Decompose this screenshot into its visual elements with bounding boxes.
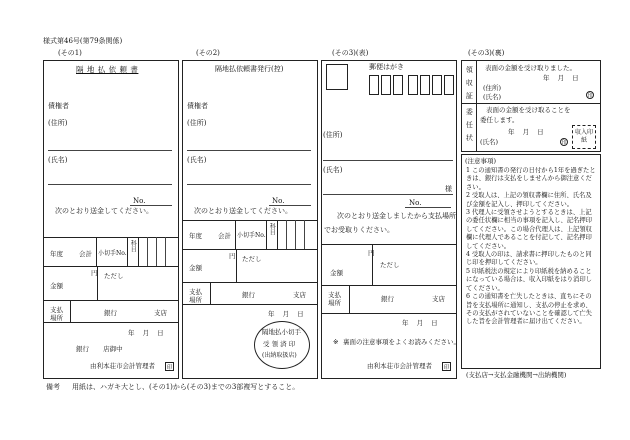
postal-code-box-2 — [381, 75, 391, 95]
receipt-address: (住所) — [483, 84, 502, 92]
part1-address-line — [48, 150, 172, 151]
notes-title: (注意事項) — [465, 157, 497, 165]
part1-subject: 科目 — [129, 240, 137, 252]
part3-tadashi: ただし — [380, 261, 400, 269]
part1-bank: 銀行 — [104, 309, 117, 317]
notes-list — [466, 167, 597, 367]
part2-no: No. — [272, 197, 285, 205]
part1-manager: 由利本荘市会計管理者 — [90, 362, 155, 370]
part3-date: 年 月 日 — [402, 319, 438, 327]
part2-year: 年度 — [189, 232, 202, 240]
part3-notice-mark: ※ — [333, 338, 339, 346]
part1-date: 年 月 日 — [128, 329, 164, 337]
note-2: 2 受取人は、上記の領収書欄に住所、氏名及び金額を記入し、押印してください。 — [466, 192, 592, 208]
note-3: 3 代理人に受領させようとするときは、上記の委任状欄に相当の事項を記入し、記名押印してください。この場合代理人は、上記領収欄に代理人であることを付記して、記名押印してください。 — [466, 209, 592, 250]
part3-request-2: でお受取りください。 — [324, 226, 394, 234]
part1-check-no: 小切手No. — [98, 250, 127, 257]
part1-title: 隔 地 払 依 頼 書 — [76, 65, 139, 74]
part1-yen: 円 — [91, 269, 98, 277]
postal-code-box-4 — [408, 75, 418, 95]
receipt-seal: 印 — [587, 92, 593, 99]
part1-payment-place: 支払場所 — [50, 306, 63, 322]
part2-account: 会計 — [218, 232, 231, 240]
part1-tadashi: ただし — [104, 272, 124, 280]
part2-branch: 支店 — [293, 291, 306, 299]
part1-request: 次のとおり送金してください。 — [55, 207, 153, 215]
part1-creditor: 債権者 — [48, 102, 69, 110]
postal-code-box-1 — [369, 75, 379, 95]
part2-date: 年 月 日 — [268, 310, 304, 318]
part2-yen: 円 — [229, 252, 236, 260]
part2-tadashi: ただし — [242, 255, 262, 263]
part2-creditor: 債権者 — [187, 102, 208, 110]
part2-amount: 金額 — [189, 264, 202, 272]
part3-request-1: 次のとおり送金しましたから支払場所 — [337, 212, 456, 220]
postal-code-box-5 — [420, 75, 430, 95]
postcard-title: 郵便はがき — [369, 63, 404, 71]
part2-payment-place: 支払場所 — [189, 288, 202, 304]
part1-seal: 印 — [165, 362, 174, 371]
postal-code-box-6 — [432, 75, 442, 95]
part1-address-label: (住所) — [48, 119, 68, 127]
part2-stamp-line3: (出納取扱店) — [262, 352, 297, 359]
form-number: 様式第46号(第79条関係) — [43, 37, 123, 45]
part3-notice: 裏面の注意事項をよくお読みください。 — [343, 338, 460, 346]
delegation-label: 委任状 — [465, 108, 474, 147]
note-6: 6 この通知書を亡失したときは、直ちにその旨を支払場所に通知し、支払の停止を求め、その支払がされていないことを確認して亡失した旨を会計管理者に届け出てください。 — [466, 293, 592, 326]
postal-code-box-3 — [393, 75, 403, 95]
part3-address-label: (住所) — [323, 131, 343, 139]
part3-seal: 印 — [442, 362, 451, 371]
part1-name-label: (氏名) — [48, 156, 68, 164]
revenue-stamp-box: 収入印紙 — [572, 125, 596, 149]
delegation-seal: 印 — [561, 139, 567, 146]
part1-label: (その1) — [58, 49, 82, 57]
part3-payment-place: 支払場所 — [328, 291, 341, 307]
part2-check-no: 小切手No. — [237, 232, 266, 239]
part1-table-top — [43, 237, 179, 238]
part2-name-label: (氏名) — [187, 156, 207, 164]
part2-stamp-line2: 受 領 済 印 — [263, 340, 296, 348]
part3-name-label: (氏名) — [323, 166, 343, 174]
part3-front-label: (その3)(表) — [332, 49, 369, 57]
postage-stamp-box — [326, 64, 348, 90]
part3-back-label: (その3)(裏) — [468, 49, 505, 57]
part1-amount: 金額 — [50, 282, 63, 290]
part3-no: No. — [409, 199, 422, 207]
part1-branch: 支店 — [154, 309, 167, 317]
delegation-name: (氏名) — [480, 138, 499, 146]
note-4: 4 受取人の印は、請求書に押印したものと同じ印を押印してください。 — [466, 251, 592, 267]
part3-bank: 銀行 — [381, 295, 394, 303]
part1-bank-to: 銀行 店御中 — [76, 345, 123, 353]
footer-text: 用紙は、ハガキ大とし、(その1)から(その3)までの3部複写とすること。 — [72, 383, 300, 391]
part3-amount: 金額 — [330, 269, 343, 277]
part1-no-line — [130, 205, 172, 206]
note-1: 1 この通知書の発行の日付から1年を過ぎたときは、銀行は支払をしませんから御注意ください。 — [466, 167, 596, 191]
part2-address-label: (住所) — [187, 119, 207, 127]
receipt-label: 領収証 — [465, 66, 474, 105]
part3-branch: 支店 — [432, 295, 445, 303]
postal-code-box-7 — [444, 75, 454, 95]
delegation-text-2: 委任します。 — [480, 116, 519, 124]
part2-stamp-line1: 隔地払小切手 — [262, 328, 301, 336]
route-text: (支払店→支払金融機関→出納機関) — [466, 371, 567, 379]
part1-no: No. — [133, 197, 146, 205]
part2-request: 次のとおり送金してください。 — [194, 207, 292, 215]
part3-manager: 由利本荘市会計管理者 — [367, 362, 432, 370]
part1-name-line — [48, 184, 172, 185]
part3-yen: 円 — [368, 249, 375, 257]
part2-title: 隔地払依頼書発行(控) — [215, 65, 284, 73]
delegation-date: 年 月 日 — [508, 128, 544, 136]
part2-subject: 科目 — [268, 223, 276, 235]
part1-year: 年度 — [50, 250, 63, 258]
part2-label: (その2) — [196, 49, 220, 57]
delegation-text-1: 表面の金額を受け取ることを — [486, 106, 571, 114]
part1-account: 会計 — [79, 250, 92, 258]
footer-label: 備考 — [46, 383, 60, 391]
note-5: 5 印紙税法の規定により印紙税を納めることになっている場合は、収入印紙をはり消印してください。 — [466, 267, 592, 292]
receipt-text: 表面の金額を受け取りました。 — [485, 64, 576, 72]
receipt-name: (氏名) — [483, 93, 502, 101]
part3-sama: 様 — [445, 185, 452, 193]
part2-bank: 銀行 — [242, 291, 255, 299]
receipt-date: 年 月 日 — [543, 74, 579, 82]
